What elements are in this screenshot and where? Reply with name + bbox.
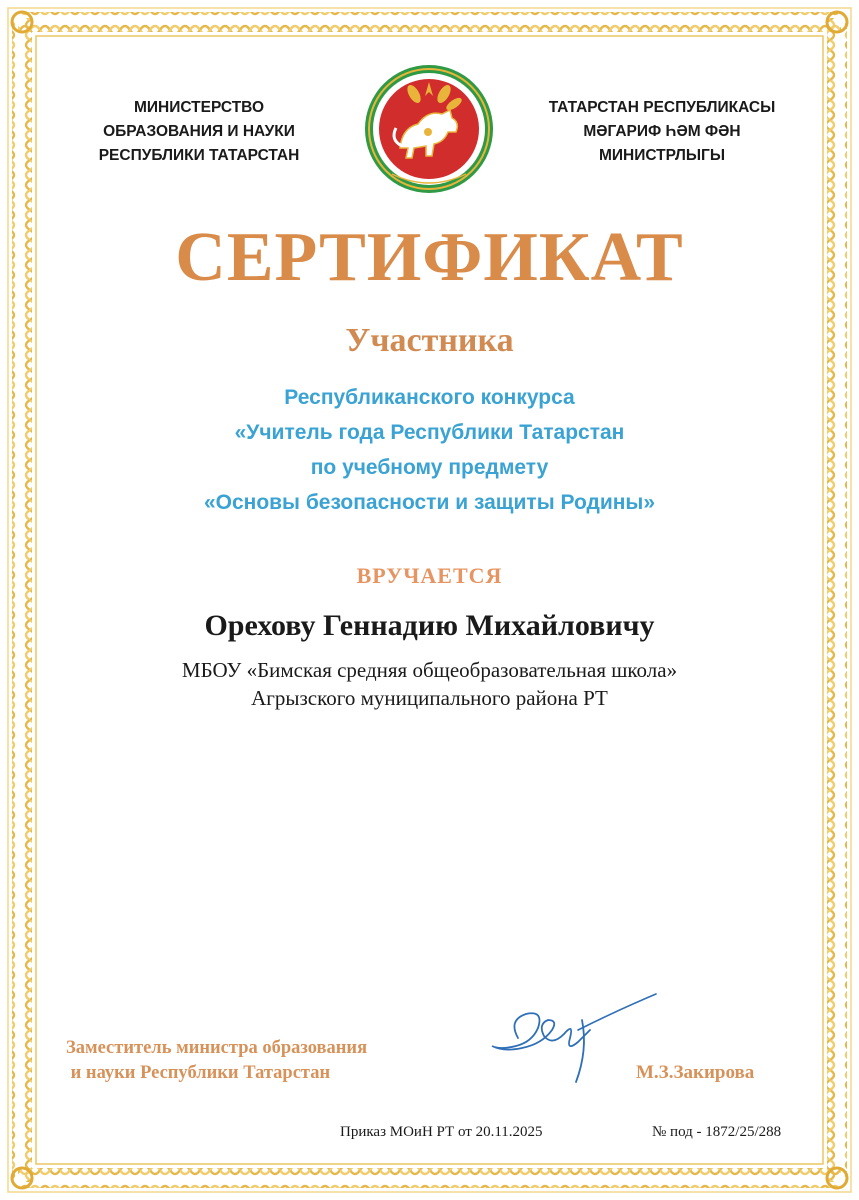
ministry-tt-line-2: МӘГАРИФ ҺӘМ ФӘН — [583, 123, 741, 140]
ministry-tt-line-3: МИНИСТРЛЫГЫ — [598, 147, 726, 164]
tatarstan-coat-of-arms-icon — [362, 62, 496, 196]
ministry-name-russian — [70, 96, 328, 168]
registration-number: № под - 1872/25/288 — [652, 1124, 782, 1140]
ministry-ru-line-3: РЕСПУБЛИКИ ТАТАРСТАН — [98, 147, 300, 164]
signer-position — [66, 1036, 446, 1086]
ministry-name-tatar — [530, 96, 794, 168]
school-line-2: Агрызского муниципального района РТ — [251, 686, 608, 710]
contest-line-1: Республиканского конкурса — [284, 386, 575, 409]
signer-position-line-2: и науки Республики Татарстан — [66, 1063, 331, 1083]
contest-description — [0, 380, 859, 520]
certificate-title: СЕРТИФИКАТ — [175, 219, 684, 296]
contest-line-4: «Основы безопасности и защиты Родины» — [203, 491, 656, 514]
awarded-label: ВРУЧАЕТСЯ — [356, 563, 503, 588]
contest-line-2: «Учитель года Республики Татарстан — [234, 421, 625, 444]
order-reference: Приказ МОиН РТ от 20.11.2025 — [340, 1124, 543, 1140]
signer-name: М.З.Закирова — [636, 1062, 755, 1083]
recipient-name: Орехову Геннадию Михайловичу — [204, 609, 655, 642]
contest-line-3: по учебному предмету — [310, 456, 549, 479]
ministry-ru-line-2: ОБРАЗОВАНИЯ И НАУКИ — [103, 123, 295, 140]
school-info — [0, 656, 859, 712]
signer-position-line-1: Заместитель министра образования — [66, 1038, 368, 1058]
ministry-tt-line-1: ТАТАРСТАН РЕСПУБЛИКАСЫ — [548, 99, 776, 116]
ministry-ru-line-1: МИНИСТЕРСТВО — [133, 99, 265, 116]
school-line-1: МБОУ «Бимская средняя общеобразовательная школа» — [181, 658, 678, 682]
certificate-subtitle: Участника — [345, 322, 514, 359]
